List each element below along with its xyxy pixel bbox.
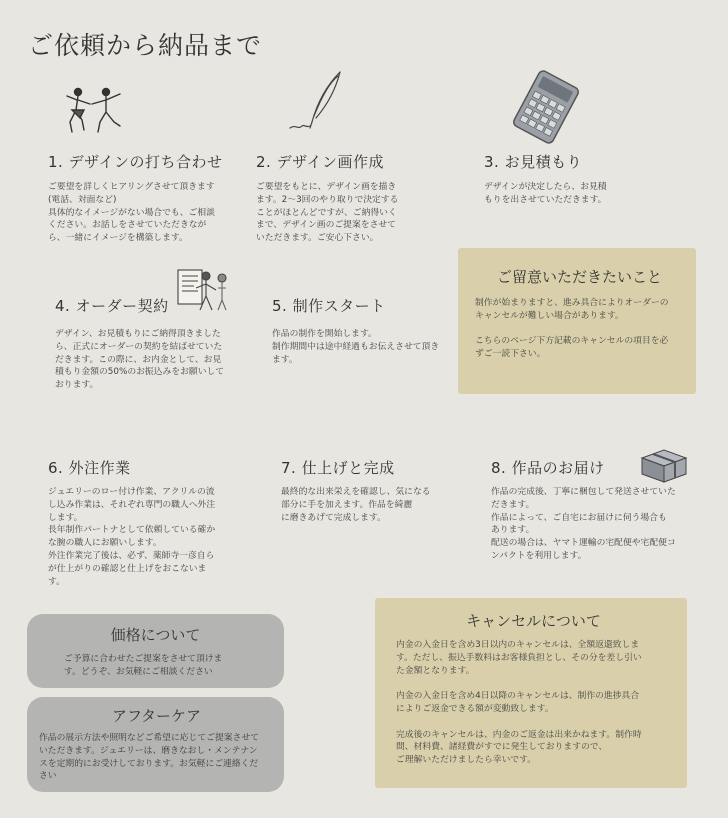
step-6 — [48, 457, 243, 588]
step-heading: 3. お見積もり — [484, 153, 583, 171]
step-text: ご要望をもとに、デザイン画を描き ます。2〜3回のやり取りで決定する ことがほとんどですが、ご納得いく まで、デザイン画のご提案をさせて いただきます。ご安心下さい。 — [256, 182, 399, 244]
step-text: デザイン、お見積もりにご納得頂きました ら、正式にオーダーの契約を結ばせていた だきます。この際に、お内金として、お見 積もり金額の50%のお振込みをお願いして おります。 — [55, 329, 225, 391]
step-2 — [256, 151, 426, 245]
step-heading: 2. デザイン画作成 — [256, 153, 385, 171]
step-text: 作品の完成後、丁寧に梱包して発送させていた だきます。 作品によって、ご自宅にお届けに伺う場合も あります。 配送の場合は、ヤマト運輸の宅配便や宅配便コ ンパクトを利用します。 — [491, 487, 676, 561]
step-heading: 1. デザインの打ち合わせ — [48, 153, 223, 171]
step-heading: 5. 制作スタート — [272, 297, 386, 315]
step-text: 作品の制作を開始します。 制作期間中は途中経過もお伝えさせて頂き ます。 — [272, 329, 440, 365]
price-heading: 価格について — [110, 626, 201, 644]
cancel-text: 内金の入金日を含め3日以内のキャンセルは、全額返還致しま す。ただし、振込手数料はお客様負担とし、その分を差し引い た金額となります。 内金の入金日を含め4日以降のキャンセルは、制作の進捗具合 によりご返金できる額が変動致します。 完成後のキャンセルは、内金のご返金は出来かねます。制作時 間、材料費、諸経費がすでに発生しておりますので、 ご理解いただけましたら幸いです。 — [396, 640, 642, 766]
step-heading: 8. 作品のお届け — [491, 459, 605, 477]
quill-pen-icon — [288, 70, 348, 132]
price-box — [27, 614, 284, 688]
step-4 — [55, 295, 250, 392]
notice-box — [458, 248, 696, 394]
step-1 — [48, 151, 243, 245]
cancel-box — [375, 598, 687, 788]
step-heading: 7. 仕上げと完成 — [281, 459, 395, 477]
notice-heading: ご留意いただきたいこと — [496, 268, 662, 286]
step-heading: 6. 外注作業 — [48, 459, 131, 477]
step-8 — [491, 457, 701, 563]
page-title: ご依頼から納品まで — [28, 31, 263, 60]
step-5 — [272, 295, 462, 366]
cancel-heading: キャンセルについて — [466, 612, 601, 630]
aftercare-heading: アフターケア — [112, 707, 201, 725]
aftercare-box — [27, 697, 284, 792]
step-3 — [484, 151, 644, 207]
calculator-icon — [508, 70, 584, 144]
step-text: デザインが決定したら、お見積 もりを出させていただきます。 — [484, 182, 607, 205]
step-text: 最終的な出来栄えを確認し、気になる 部分に手を加えます。作品を綺麗 に磨きあげて完成します。 — [281, 487, 431, 523]
step-7 — [281, 457, 456, 524]
aftercare-text: 作品の展示方法や照明などご希望に応じてご提案させて いただきます。ジュエリーは、磨きなおし・メンテナン スを定期的にお受けしております。お気軽にご連絡くだ さい — [39, 733, 259, 782]
step-text: ご要望を詳しくヒアリングさせて頂きます (電話、対面など) 具体的なイメージがない場合でも、ご相談 ください。お話しをさせていただきなが ら、一緒にイメージを構築します。 — [48, 182, 215, 244]
step-heading: 4. オーダー契約 — [55, 297, 169, 315]
dancing-people-icon — [62, 84, 132, 136]
price-text: ご予算に合わせたご提案をさせて頂けま す。どうぞ、お気軽にご相談ください — [64, 654, 223, 677]
step-text: ジュエリーのロー付け作業、アクリルの流 し込み作業は、それぞれ専門の職人へ外注 します。 長年制作パートナとして依頼している確か な腕の職人にお願いします。 外注作業完了後は、必ず、薬師寺一彦自ら が仕上がりの確認と仕上げをおこないま す。 — [48, 487, 216, 587]
notice-text: 制作が始まりますと、進み具合によりオーダーの キャンセルが難しい場合があります。 こちらのページ下方記載のキャンセルの項目を必 ずご一読下さい。 — [475, 298, 669, 360]
